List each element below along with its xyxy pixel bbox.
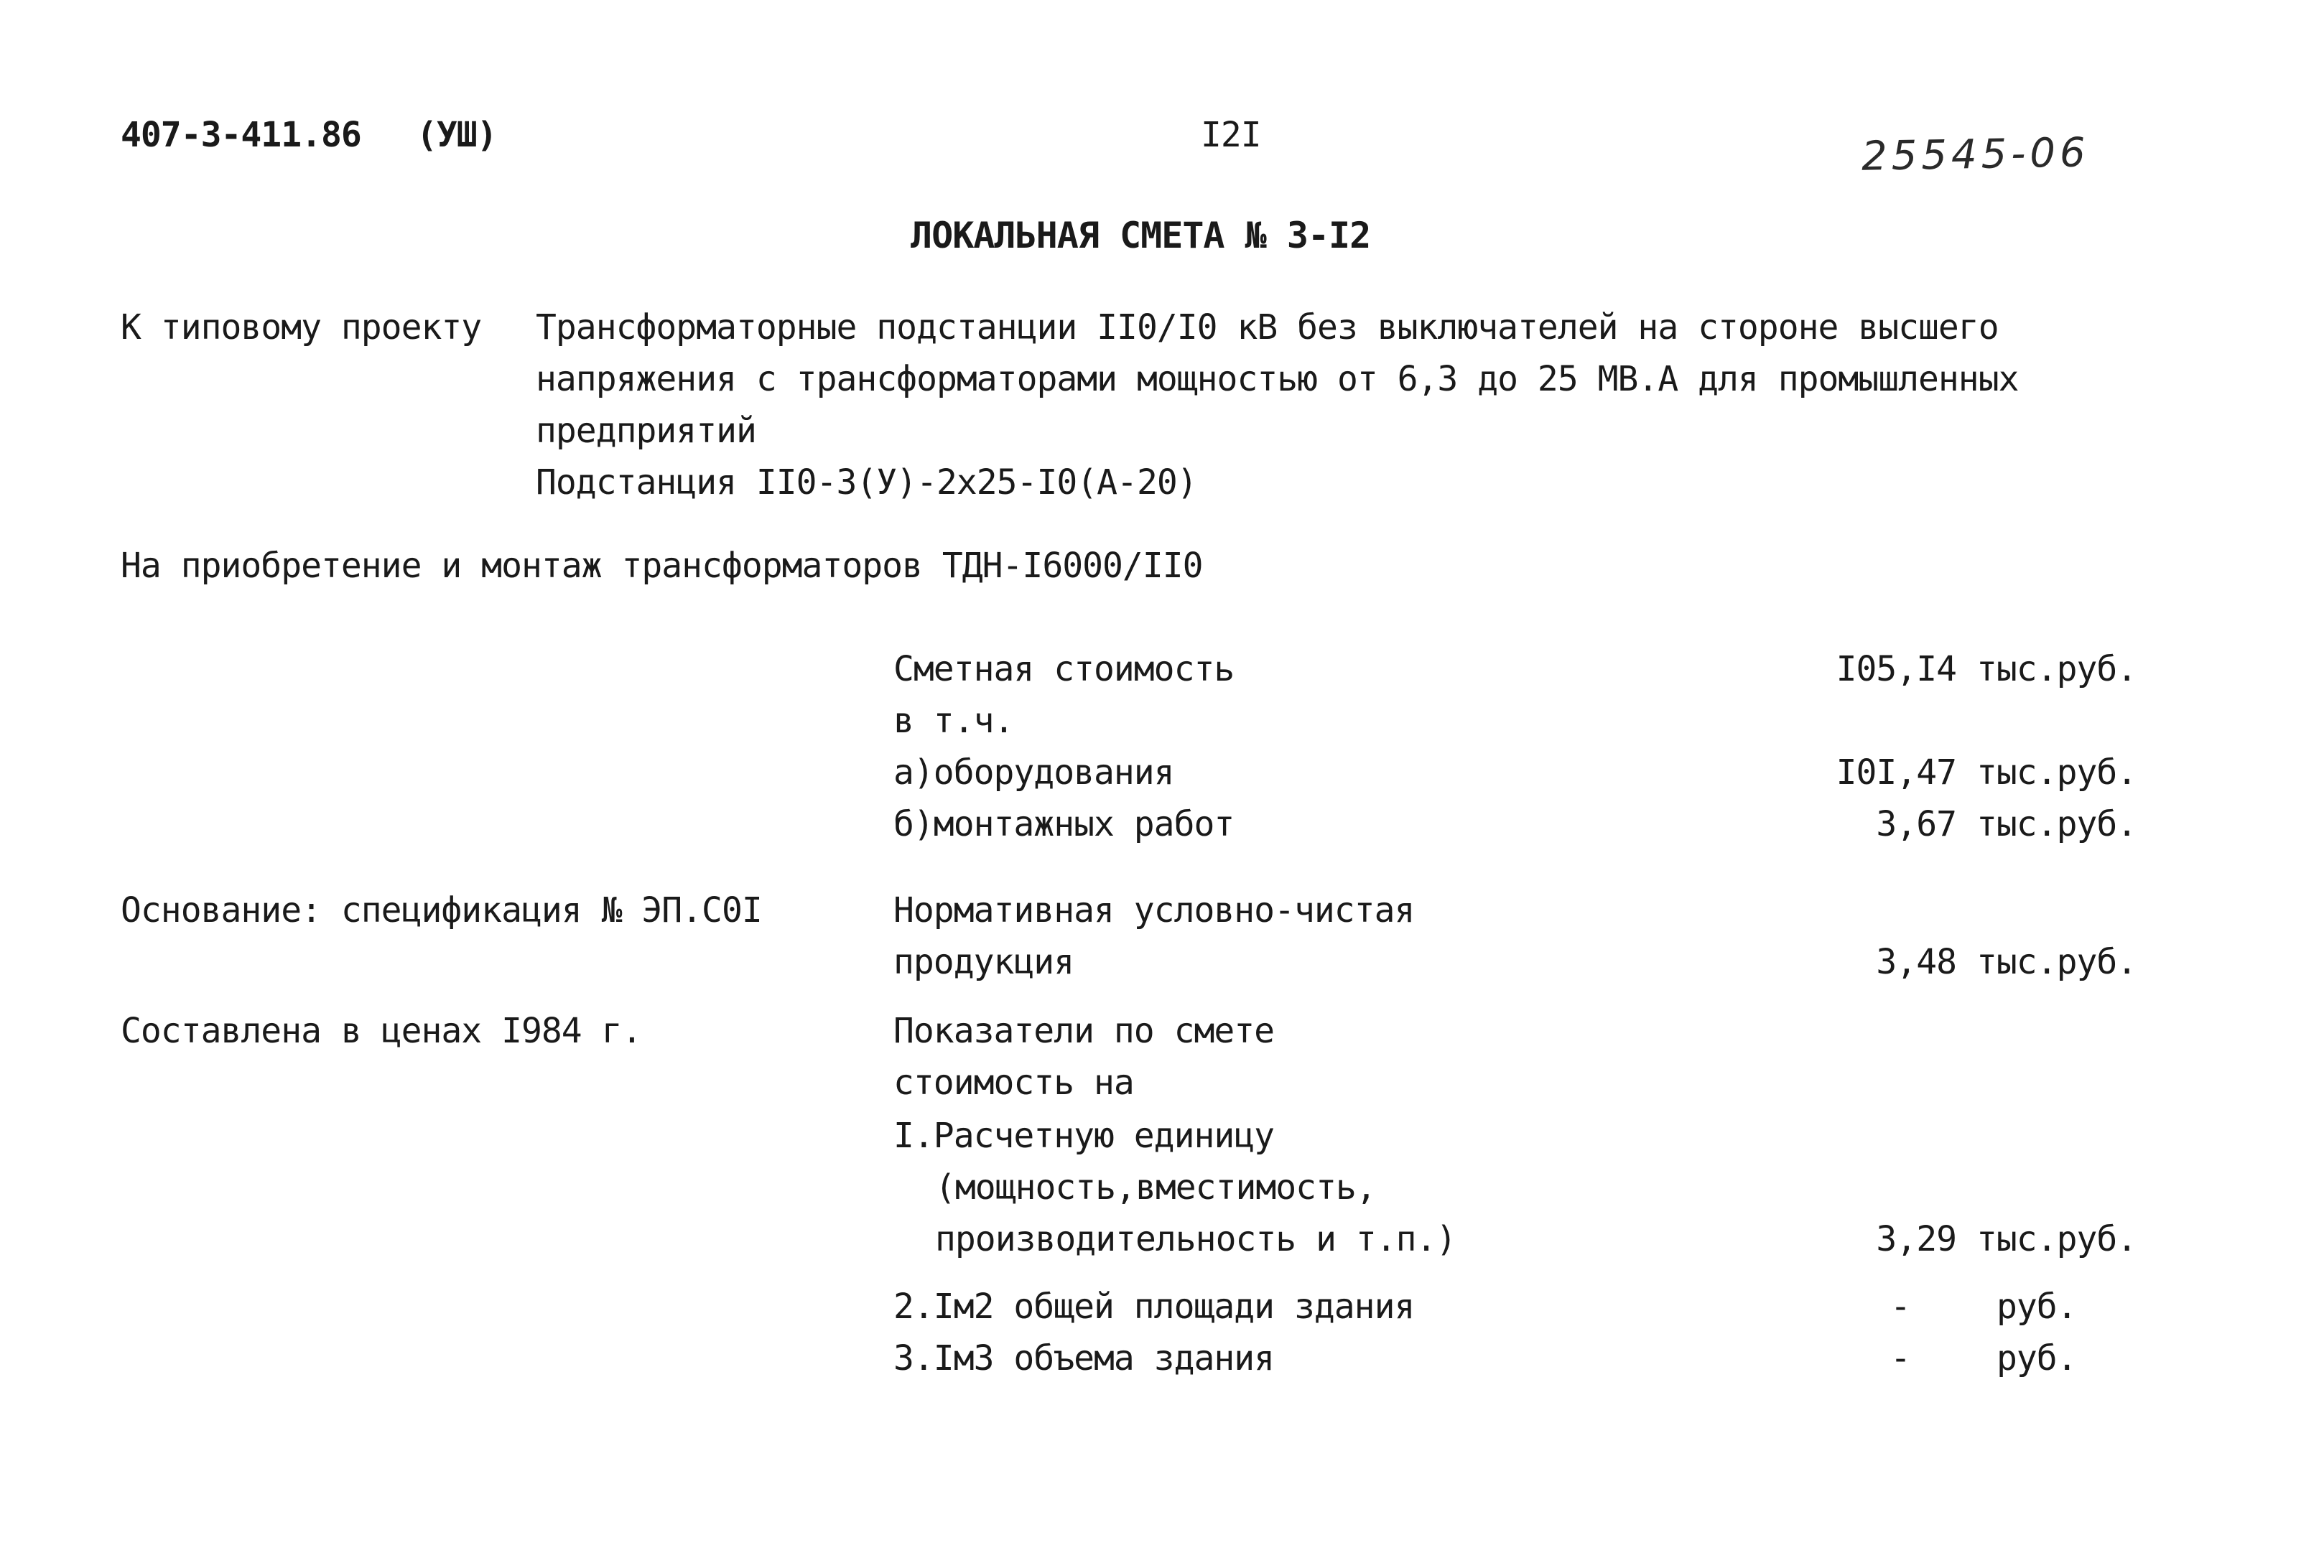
- indicator-3-value: -: [1890, 1338, 1910, 1378]
- including-label: в т.ч.: [893, 701, 1014, 741]
- purpose-line: На приобретение и монтаж трансформаторов ТДН-I6000/II0: [121, 546, 1203, 586]
- equipment-unit: тыс.руб.: [1976, 752, 2137, 793]
- equipment-label: а)оборудования: [893, 752, 1174, 793]
- cost-value: I05,I4: [1836, 649, 1956, 689]
- project-label: К типовому проекту: [121, 307, 482, 347]
- indicator-1-line-1: I.Расчетную единицу: [893, 1116, 1275, 1156]
- indicator-2-unit: руб.: [1997, 1287, 2077, 1327]
- equipment-value: I0I,47: [1836, 752, 1956, 793]
- normative-value: 3,48: [1876, 942, 1956, 982]
- indicator-3-unit: руб.: [1997, 1338, 2077, 1378]
- cost-label: Сметная стоимость: [893, 649, 1235, 689]
- normative-unit: тыс.руб.: [1976, 942, 2137, 982]
- album-number: (УШ): [417, 115, 497, 155]
- indicator-3-label: 3.Iм3 объема здания: [893, 1338, 1275, 1378]
- project-line-1: Трансформаторные подстанции II0/I0 кВ без выключателей на стороне высшего: [536, 307, 1999, 347]
- project-line-3: предприятий: [536, 411, 756, 451]
- cost-unit: тыс.руб.: [1976, 649, 2137, 689]
- handwritten-number: 25545-06: [1861, 129, 2091, 180]
- indicator-2-label: 2.Iм2 общей площади здания: [893, 1287, 1415, 1327]
- indicator-1-unit: тыс.руб.: [1976, 1219, 2137, 1259]
- installation-label: б)монтажных работ: [893, 804, 1235, 844]
- document-code: 407-3-411.86: [121, 115, 361, 155]
- substation-name: Подстанция II0-3(У)-2х25-I0(А-20): [536, 462, 1197, 503]
- basis-line: Основание: спецификация № ЭП.С0I: [121, 890, 762, 930]
- project-line-2: напряжения с трансформаторами мощностью от 6,3 до 25 МВ.А для промышленных: [536, 359, 2019, 399]
- indicator-1-line-3: производительность и т.п.): [935, 1219, 1456, 1259]
- indicators-line-2: стоимость на: [893, 1063, 1134, 1103]
- indicator-2-value: -: [1890, 1287, 1910, 1327]
- indicator-1-line-2: (мощность,вместимость,: [935, 1167, 1376, 1208]
- prices-line: Составлена в ценах I984 г.: [121, 1011, 642, 1051]
- normative-line-2: продукция: [893, 942, 1074, 982]
- normative-line-1: Нормативная условно-чистая: [893, 890, 1415, 930]
- page-number: I2I: [1201, 115, 1261, 155]
- page-title: ЛОКАЛЬНАЯ СМЕТА № 3-I2: [911, 215, 1371, 256]
- installation-unit: тыс.руб.: [1976, 804, 2137, 844]
- indicators-line-1: Показатели по смете: [893, 1011, 1275, 1051]
- installation-value: 3,67: [1876, 804, 1956, 844]
- indicator-1-value: 3,29: [1876, 1219, 1956, 1259]
